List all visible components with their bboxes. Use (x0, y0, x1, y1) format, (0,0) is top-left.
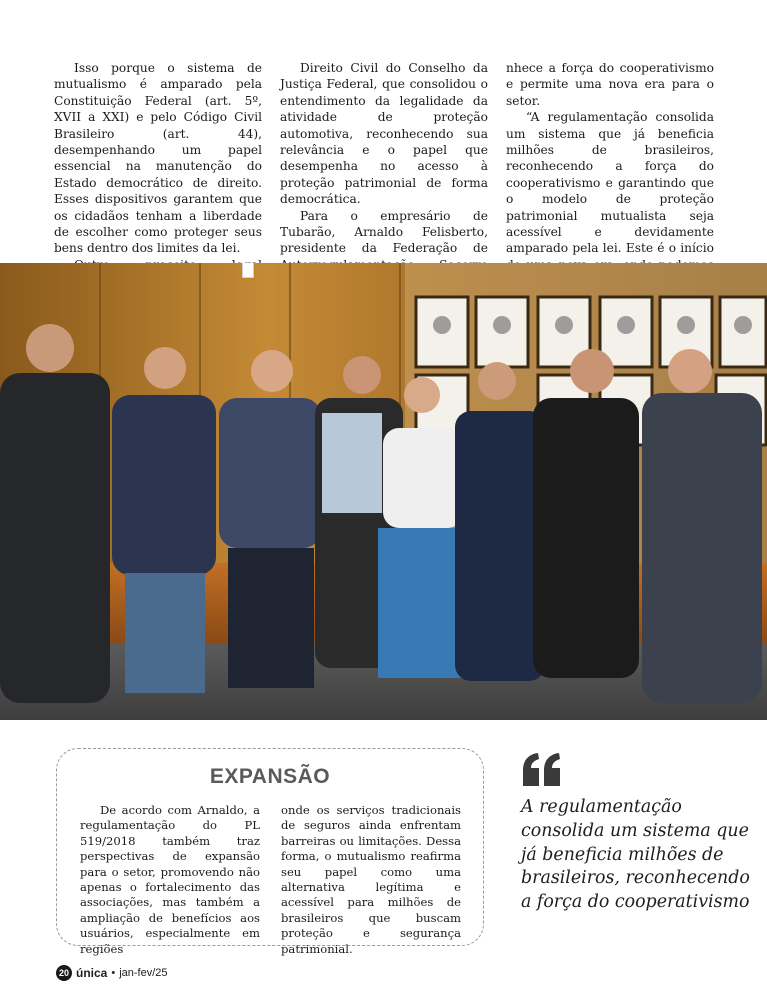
footer-separator: • (111, 967, 116, 979)
group-photo (0, 263, 767, 720)
paragraph: De acordo com Arnaldo, a regulamentação do PL 519/2018 também traz perspectivas de expansão para o setor, promovendo não apenas o fortalecimento das associações, mas também a ampliação de benefícios aos usuários, especialmente em regiões (80, 803, 260, 956)
paragraph: onde os serviços tradicionais de seguros ainda enfrentam barreiras ou limitações. Dessa forma, o mutualismo reafirma seu papel como uma alternativa legítima e acessível para milhões de brasileiros que buscam proteção e segurança patrimonial. (281, 803, 461, 956)
paragraph: Direito Civil do Conselho da Justiça Federal, que consolidou o entendimento da legalidade da atividade de proteção automotiva, reconhecendo sua relevância e o papel que desempenha no acesso à proteção patrimonial de forma democrática. (280, 61, 488, 207)
expansion-box (56, 748, 484, 956)
paragraph: Isso porque o sistema de mutualismo é amparado pela Constituição Federal (art. 5º, XVII a XXI) e pelo Código Civil Brasileiro (art. 44), desempenhando um papel essencial na manutenção do Estado democrático de direito. Esses dispositivos garantem que os cidadãos tenham a liberdade de escolher como proteger seus bens dentro dos limites da lei. (54, 61, 262, 256)
box-column-1 (80, 803, 260, 957)
paragraph: “A regulamentação consolida um sistema que já beneficia milhões de brasileiros, reconhecendo a força do cooperativismo e garantindo que o modelo de proteção patrimonial mutualista seja acessível e devidamente amparado pela lei. Este é o início (506, 110, 714, 256)
edition-date: jan-fev/25 (119, 967, 168, 979)
pull-quote: A regulamentação consolida um sistema que já beneficia milhões de brasileiros, reconhecendo a força do cooperativismo (521, 797, 750, 913)
box-column-2 (281, 803, 461, 957)
photo-corner-mark (242, 263, 254, 278)
magazine-brand: única (76, 966, 108, 980)
page-footer (56, 964, 168, 982)
quote-mark-icon (521, 752, 563, 788)
paragraph: Para o empresário de Tubarão, Arnaldo Felisberto, presidente da Federação de (280, 208, 488, 256)
page-number: 20 (56, 965, 72, 981)
paragraph: nhece a força do cooperativismo e permite uma nova era para o setor. (506, 61, 714, 108)
box-title: EXPANSÃO (209, 765, 331, 788)
